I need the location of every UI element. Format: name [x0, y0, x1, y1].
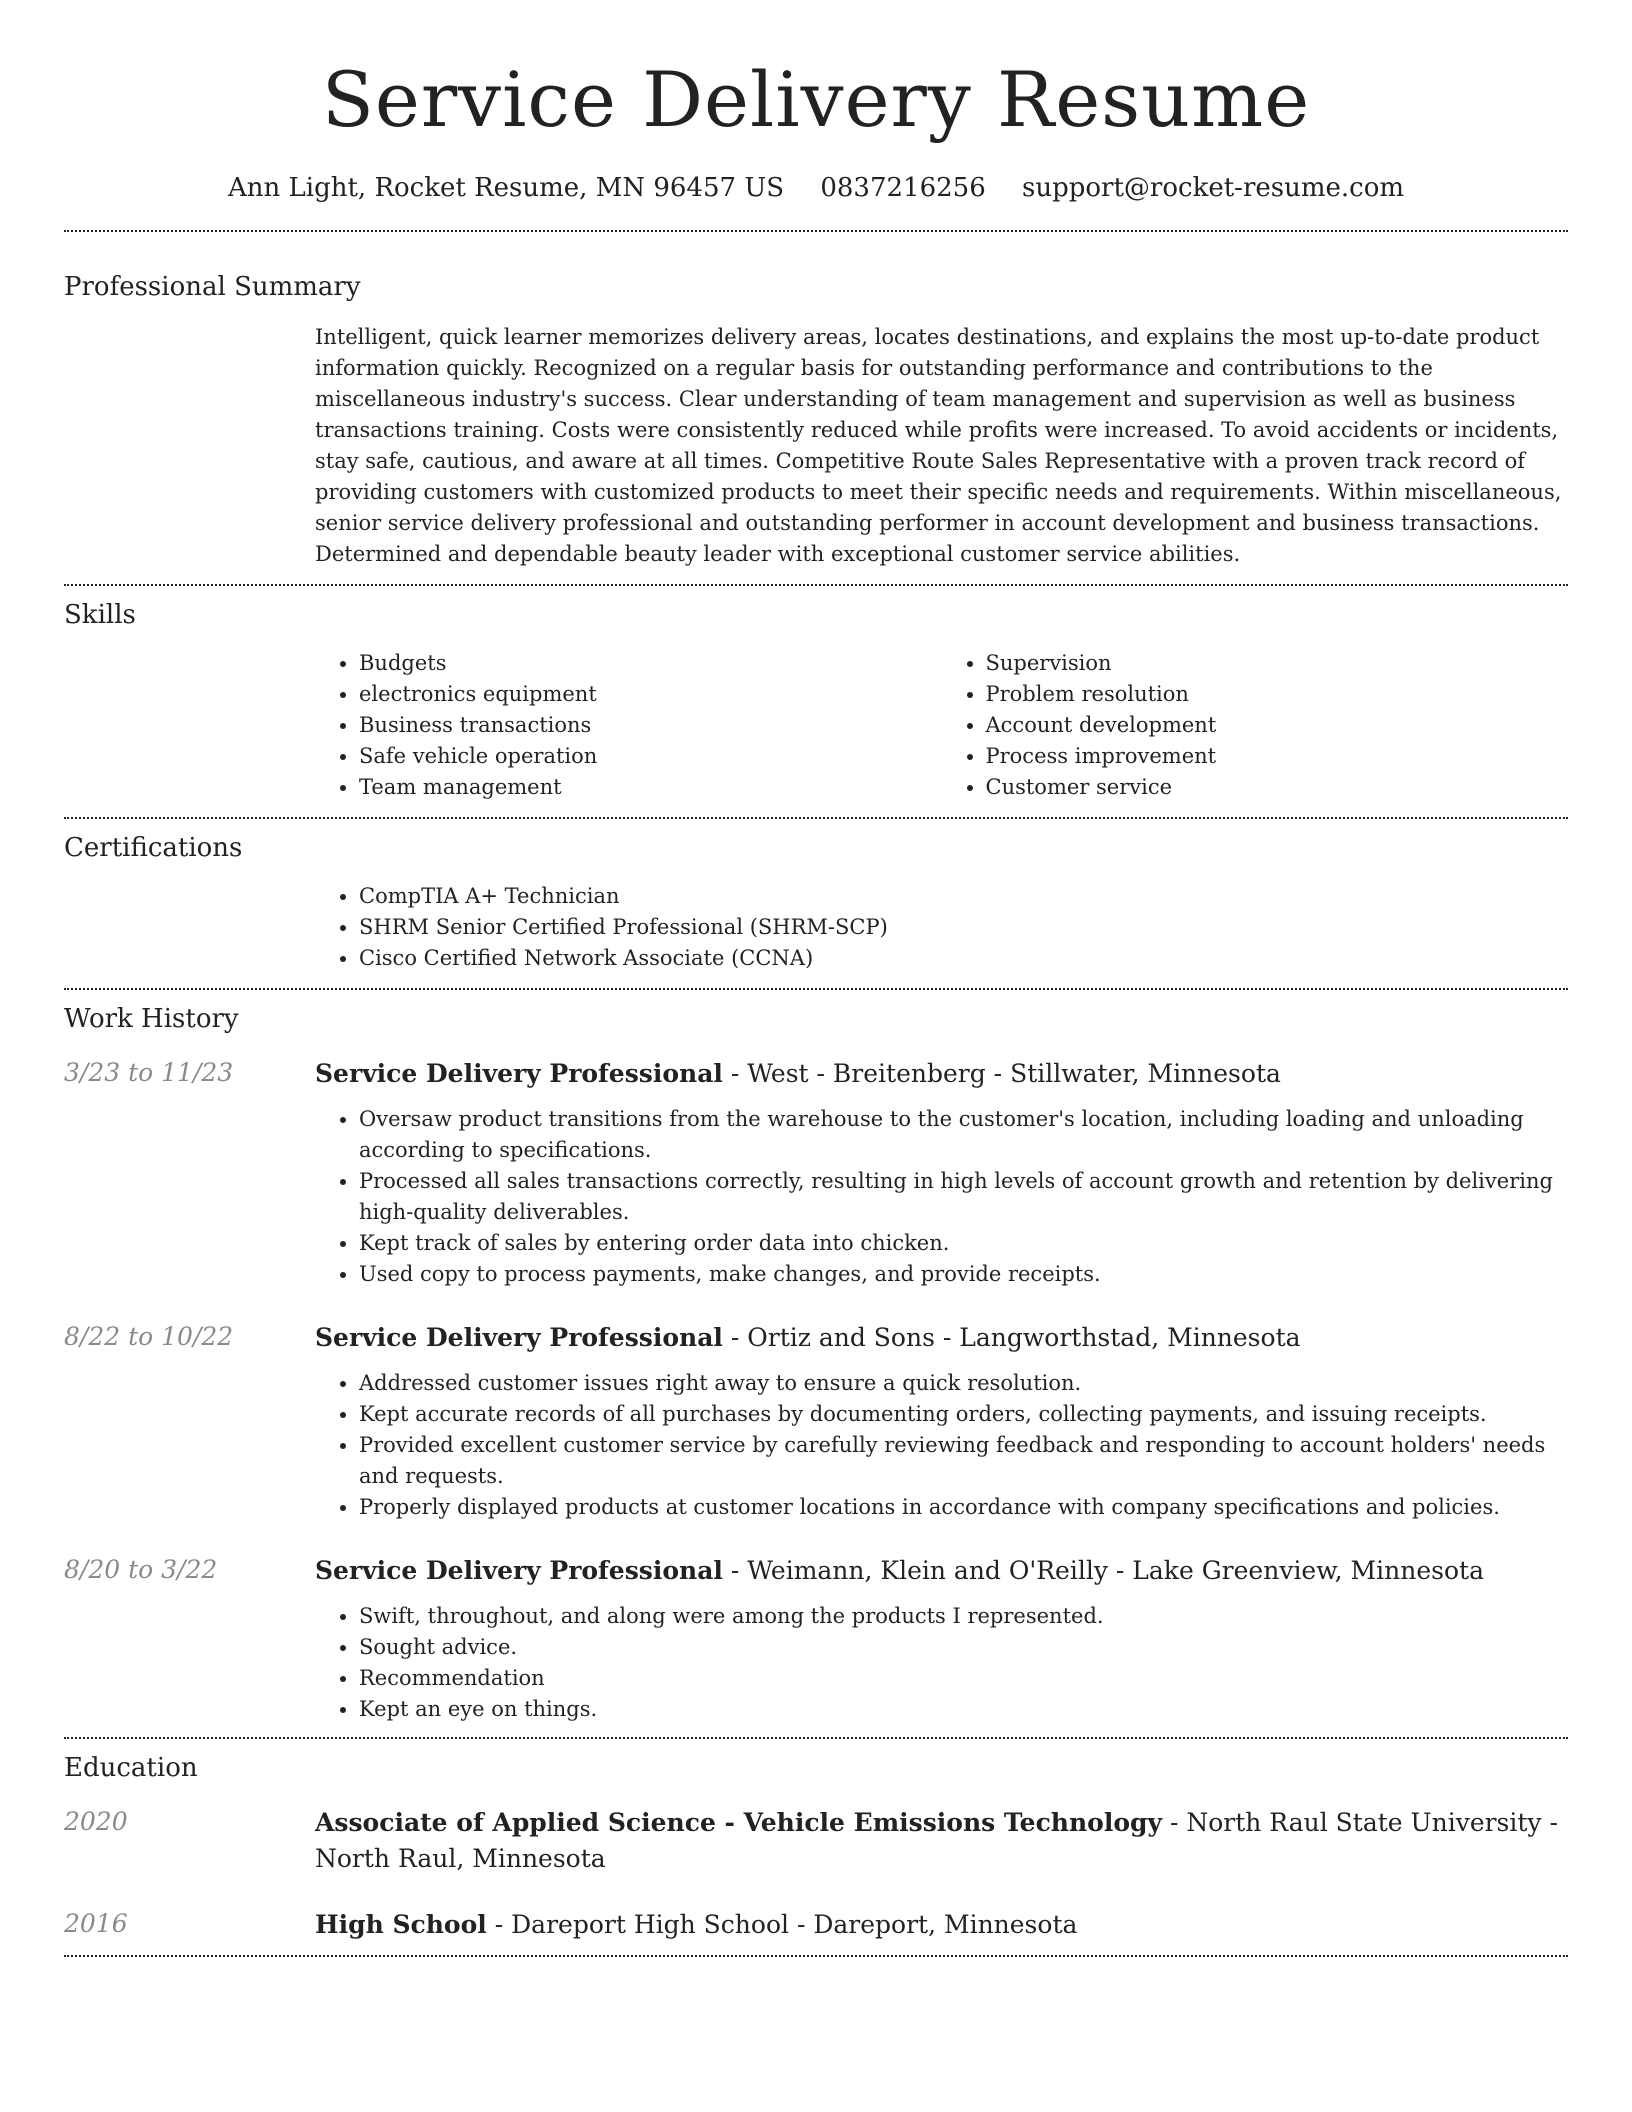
- education-heading-line: [315, 1805, 1568, 1877]
- skill-item: • Budgets: [359, 648, 942, 679]
- certifications-section: [64, 819, 1568, 988]
- contact-email: support@rocket-resume.com: [1022, 173, 1405, 203]
- job-bullet: • Swift, throughout, and along were among the products I represented.: [359, 1601, 1568, 1632]
- skills-list-right: [942, 648, 1569, 803]
- skill-item: • Team management: [359, 772, 942, 803]
- contact-line: [64, 170, 1568, 206]
- job-date: 8/20 to 3/22: [64, 1555, 218, 1584]
- summary-heading: Professional Summary: [64, 272, 361, 302]
- education-date: 2020: [64, 1807, 128, 1836]
- skills-list-left: [315, 648, 942, 803]
- job-bullet: • Used copy to process payments, make changes, and provide receipts.: [359, 1259, 1568, 1290]
- job-bullet: • Sought advice.: [359, 1632, 1568, 1663]
- resume-page: [64, 0, 1568, 1957]
- certification-item: • Cisco Certified Network Associate (CCNA): [359, 943, 1568, 974]
- skill-item: • Customer service: [986, 772, 1569, 803]
- education-entry: [64, 1805, 1568, 1877]
- job-bullet: • Processed all sales transactions correctly, resulting in high levels of account growth and retention by delivering high-quality deliverables.: [359, 1166, 1568, 1228]
- job-details: - Weimann, Klein and O'Reilly - Lake Greenview, Minnesota: [722, 1556, 1484, 1585]
- education-details: - Dareport High School - Dareport, Minnesota: [486, 1910, 1078, 1939]
- certifications-heading: Certifications: [64, 833, 243, 863]
- job-title: Service Delivery Professional: [315, 1323, 723, 1352]
- job-bullet: • Recommendation: [359, 1663, 1568, 1694]
- job-bullet: • Oversaw product transitions from the warehouse to the customer's location, including loading and unloading according to specifications.: [359, 1104, 1568, 1166]
- education-degree: High School: [315, 1910, 487, 1939]
- job-heading: [315, 1553, 1568, 1589]
- certification-item: • CompTIA A+ Technician: [359, 881, 1568, 912]
- contact-phone: 0837216256: [820, 173, 986, 203]
- job-title: Service Delivery Professional: [315, 1556, 723, 1585]
- work-section: [64, 990, 1568, 1737]
- work-heading: Work History: [64, 1004, 239, 1034]
- skills-section: [64, 586, 1568, 817]
- job-bullets: [315, 1104, 1568, 1290]
- job-entry: [64, 1056, 1568, 1290]
- education-heading: Education: [64, 1753, 198, 1783]
- certifications-list: [315, 881, 1568, 974]
- skills-heading: Skills: [64, 600, 136, 630]
- skill-item: • Account development: [986, 710, 1569, 741]
- skill-item: • Business transactions: [359, 710, 942, 741]
- job-date: 8/22 to 10/22: [64, 1322, 234, 1351]
- job-bullet: • Addressed customer issues right away to ensure a quick resolution.: [359, 1368, 1568, 1399]
- job-bullet: • Kept an eye on things.: [359, 1694, 1568, 1725]
- summary-section: [64, 232, 1568, 584]
- skill-item: • Supervision: [986, 648, 1569, 679]
- job-bullet: • Kept track of sales by entering order data into chicken.: [359, 1228, 1568, 1259]
- skill-item: • Safe vehicle operation: [359, 741, 942, 772]
- job-heading: [315, 1320, 1568, 1356]
- job-bullets: [315, 1368, 1568, 1523]
- job-entry: [64, 1320, 1568, 1523]
- certification-item: • SHRM Senior Certified Professional (SHRM-SCP): [359, 912, 1568, 943]
- education-date: 2016: [64, 1909, 128, 1938]
- summary-text: Intelligent, quick learner memorizes delivery areas, locates destinations, and explains the most up-to-date product information quickly. Recognized on a regular basis for outstanding performance and contributions to the miscellaneous industry's success. Clear understanding of team management and supervision as well as business transactions training. Costs were consistently reduced while profits were increased. To avoid accidents or incidents, stay safe, cautious, and aware at all times. Competitive Route Sales Representative with a proven track record of providing customers with customized products to meet their specific needs and requirements. Within miscellaneous, senior service delivery professional and outstanding performer in account development and business transactions. Determined and dependable beauty leader with exceptional customer service abilities.: [315, 325, 1562, 566]
- resume-title: Service Delivery Resume: [321, 55, 1311, 144]
- job-bullet: • Properly displayed products at customer locations in accordance with company specifications and policies.: [359, 1492, 1568, 1523]
- skill-item: • Problem resolution: [986, 679, 1569, 710]
- education-entry: [64, 1907, 1568, 1943]
- job-details: - Ortiz and Sons - Langworthstad, Minnesota: [722, 1323, 1301, 1352]
- skill-item: • electronics equipment: [359, 679, 942, 710]
- job-entry: [64, 1553, 1568, 1725]
- job-title: Service Delivery Professional: [315, 1059, 723, 1088]
- education-details: - North Raul State University - North Raul, Minnesota: [315, 1808, 1558, 1873]
- job-details: - West - Breitenberg - Stillwater, Minnesota: [722, 1059, 1281, 1088]
- contact-address: Ann Light, Rocket Resume, MN 96457 US: [227, 173, 785, 203]
- job-bullet: • Kept accurate records of all purchases by documenting orders, collecting payments, and issuing receipts.: [359, 1399, 1568, 1430]
- education-degree: Associate of Applied Science - Vehicle Emissions Technology: [315, 1808, 1162, 1837]
- divider: [64, 1955, 1568, 1957]
- job-date: 3/23 to 11/23: [64, 1058, 234, 1087]
- job-heading: [315, 1056, 1568, 1092]
- skill-item: • Process improvement: [986, 741, 1569, 772]
- education-heading-line: [315, 1907, 1568, 1943]
- job-bullets: [315, 1601, 1568, 1725]
- education-section: [64, 1739, 1568, 1955]
- job-bullet: • Provided excellent customer service by carefully reviewing feedback and responding to account holders' needs and requests.: [359, 1430, 1568, 1492]
